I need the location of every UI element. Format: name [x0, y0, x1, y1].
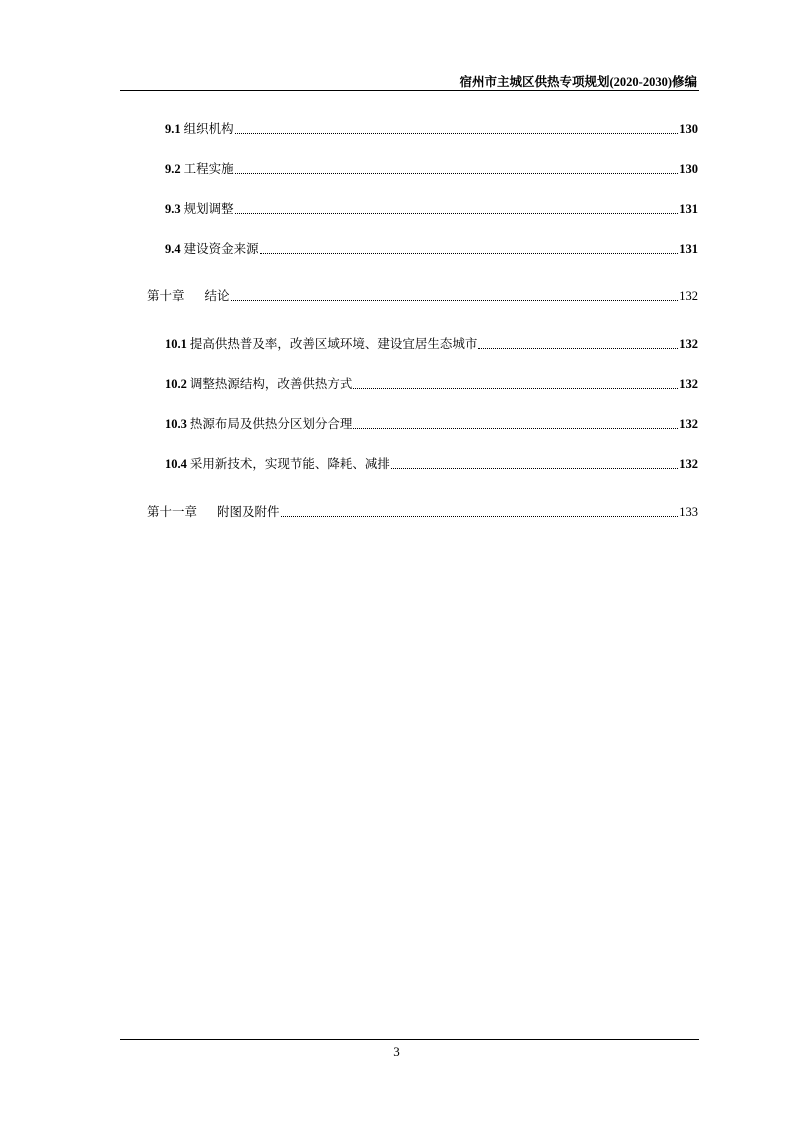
toc-entry-9-3[interactable]: [165, 201, 698, 217]
toc-entry-number: 9.2: [165, 162, 181, 176]
dot-leader: [235, 133, 679, 134]
toc-entry-page: 132: [679, 289, 698, 303]
toc-entry-chapter-11[interactable]: [147, 504, 698, 520]
toc-entry-page: 131: [679, 202, 698, 216]
toc-entry-page: 131: [679, 242, 698, 256]
toc-entry-9-1[interactable]: [165, 121, 698, 137]
toc-entry-page: 132: [679, 457, 698, 471]
page-number: 3: [393, 1044, 400, 1059]
toc-entry-number: 9.3: [165, 202, 181, 216]
toc-entry-title: 调整热源结构，改善供热方式: [189, 377, 353, 391]
dot-leader: [353, 388, 678, 389]
toc-entry-title: 采用新技术，实现节能、降耗、减排: [189, 457, 390, 471]
toc-entry-page: 133: [679, 505, 698, 519]
toc-entry-10-3[interactable]: [165, 416, 698, 432]
toc-entry-chapter-10[interactable]: [147, 288, 698, 304]
toc-entry-title: 规划调整: [183, 202, 234, 216]
toc-entry-number: 10.3: [165, 417, 187, 431]
toc-entry-number: 9.1: [165, 122, 181, 136]
toc-entry-10-1[interactable]: [165, 336, 698, 352]
dot-leader: [353, 428, 678, 429]
toc-entry-9-4[interactable]: [165, 241, 698, 257]
dot-leader: [231, 300, 679, 301]
toc-entry-number: 10.2: [165, 377, 187, 391]
toc-entry-title: 提高供热普及率，改善区域环境、建设宜居生态城市: [189, 337, 478, 351]
table-of-contents: [0, 0, 793, 540]
footer-rule: [120, 1039, 699, 1040]
dot-leader: [260, 253, 679, 254]
toc-entry-title: 热源布局及供热分区划分合理: [189, 417, 353, 431]
toc-chapter-number: 第十一章: [147, 505, 198, 519]
toc-entry-title: 组织机构: [183, 122, 234, 136]
toc-entry-number: 10.4: [165, 457, 187, 471]
toc-entry-page: 130: [679, 122, 698, 136]
toc-entry-9-2[interactable]: [165, 161, 698, 177]
toc-entry-page: 132: [679, 417, 698, 431]
toc-entry-10-4[interactable]: [165, 456, 698, 472]
toc-entry-page: 132: [679, 377, 698, 391]
toc-entry-10-2[interactable]: [165, 376, 698, 392]
toc-entry-title: 附图及附件: [217, 505, 280, 519]
toc-entry-number: 9.4: [165, 242, 181, 256]
dot-leader: [391, 468, 678, 469]
toc-entry-title: 结论: [204, 289, 230, 303]
toc-entry-number: 10.1: [165, 337, 187, 351]
dot-leader: [281, 516, 679, 517]
document-header-title: 宿州市主城区供热专项规划(2020-2030)修编: [459, 75, 697, 89]
toc-entry-title: 工程实施: [183, 162, 234, 176]
dot-leader: [235, 213, 679, 214]
dot-leader: [478, 348, 678, 349]
dot-leader: [235, 173, 679, 174]
toc-chapter-number: 第十章: [147, 289, 185, 303]
toc-entry-page: 132: [679, 337, 698, 351]
toc-entry-page: 130: [679, 162, 698, 176]
toc-entry-title: 建设资金来源: [183, 242, 259, 256]
